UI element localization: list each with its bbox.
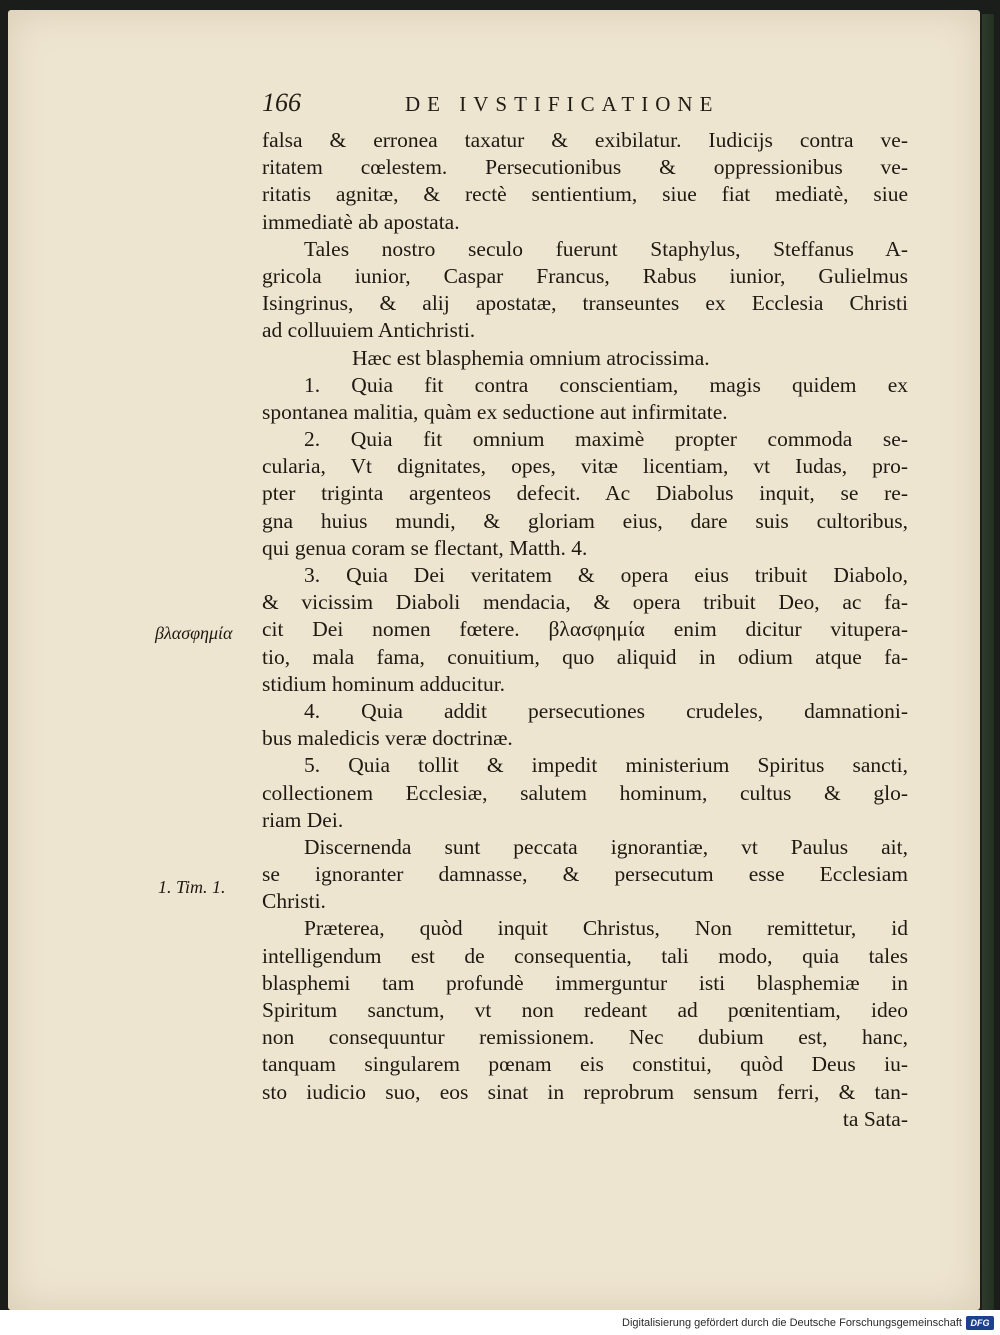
text-line: non consequuntur remissionem. Nec dubium est, hanc,: [262, 1025, 908, 1050]
page-number: 166: [262, 88, 301, 117]
text-line: Isingrinus, & alij apostatæ, transeuntes ex Ecclesia Christi: [262, 291, 908, 316]
margin-note-greek: βλασφημία: [155, 623, 233, 643]
footer-credit: Digitalisierung gefördert durch die Deutsche Forschungsgemeinschaft: [622, 1317, 962, 1329]
text-line: pter triginta argenteos defecit. Ac Diabolus inquit, se re-: [262, 481, 908, 506]
text-line: ritatis agnitæ, & rectè sentientium, siue fiat mediatè, siue: [262, 182, 908, 207]
text-line: gna huius mundi, & gloriam eius, dare suis cultoribus,: [262, 508, 908, 533]
text-line: & vicissim Diaboli mendacia, & opera tribuit Deo, ac fa-: [262, 590, 908, 615]
text-line: bus maledicis veræ doctrinæ.: [262, 726, 513, 751]
text-line: 4. Quia addit persecutiones crudeles, damnationi-: [304, 698, 908, 723]
text-line: Discernenda sunt peccata ignorantiæ, vt Paulus ait,: [304, 834, 908, 859]
text-line: Hæc est blasphemia omnium atrocissima.: [352, 345, 710, 370]
text-line: collectionem Ecclesiæ, salutem hominum, cultus & glo-: [262, 780, 908, 805]
dfg-logo: DFG: [966, 1316, 994, 1330]
text-line: immediatè ab apostata.: [262, 209, 460, 234]
running-head: DE IVSTIFICATIONE: [405, 92, 720, 116]
text-line: falsa & erronea taxatur & exibilatur. Iudicijs contra ve-: [262, 128, 908, 152]
text-line: ritatem cœlestem. Persecutionibus & oppressionibus ve-: [262, 155, 908, 180]
text-line: stidium hominum adducitur.: [262, 671, 506, 696]
text-line: Christi.: [262, 889, 326, 914]
text-line: tanquam singularem pœnam eis constitui, quòd Deus iu-: [262, 1052, 908, 1077]
catchword: ta Sata-: [842, 1106, 908, 1131]
text-line: spontanea malitia, quàm ex seductione aut infirmitate.: [262, 399, 728, 424]
text-line: cularia, Vt dignitates, opes, vitæ licentiam, vt Iudas, pro-: [262, 454, 908, 479]
text-line: cit Dei nomen fœtere. βλασφημία enim dicitur vitupera-: [262, 617, 908, 642]
text-line: 1. Quia fit contra conscientiam, magis quidem ex: [304, 372, 908, 397]
text-line: 3. Quia Dei veritatem & opera eius tribuit Diabolo,: [304, 563, 908, 587]
text-line: 2. Quia fit omnium maximè propter commoda se-: [304, 427, 908, 452]
body-text: [262, 127, 908, 1133]
page-edge: [982, 14, 994, 1310]
text-line: Spiritum sanctum, vt non redeant ad pœnitentiam, ideo: [262, 998, 908, 1022]
text-line: intelligendum est de consequentia, tali modo, quia tales: [262, 943, 908, 968]
margin-note-reference: 1. Tim. 1.: [158, 877, 226, 897]
text-line: sto iudicio suo, eos sinat in reprobrum sensum ferri, & tan-: [262, 1079, 908, 1104]
text-line: Præterea, quòd inquit Christus, Non remittetur, id: [304, 916, 908, 941]
text-line: Tales nostro seculo fuerunt Staphylus, Steffanus A-: [304, 236, 908, 261]
text-line: riam Dei.: [262, 807, 344, 832]
text-line: ad colluuiem Antichristi.: [262, 318, 476, 343]
text-line: se ignoranter damnasse, & persecutum esse Ecclesiam: [262, 862, 908, 887]
text-line: blasphemi tam profundè immerguntur isti blasphemiæ in: [262, 970, 908, 995]
text-line: qui genua coram se flectant, Matth. 4.: [262, 535, 588, 560]
text-line: 5. Quia tollit & impedit ministerium Spiritus sancti,: [304, 753, 908, 778]
text-line: gricola iunior, Caspar Francus, Rabus iunior, Gulielmus: [262, 263, 908, 288]
text-line: tio, mala fama, conuitium, quo aliquid in odium atque fa-: [262, 644, 908, 669]
